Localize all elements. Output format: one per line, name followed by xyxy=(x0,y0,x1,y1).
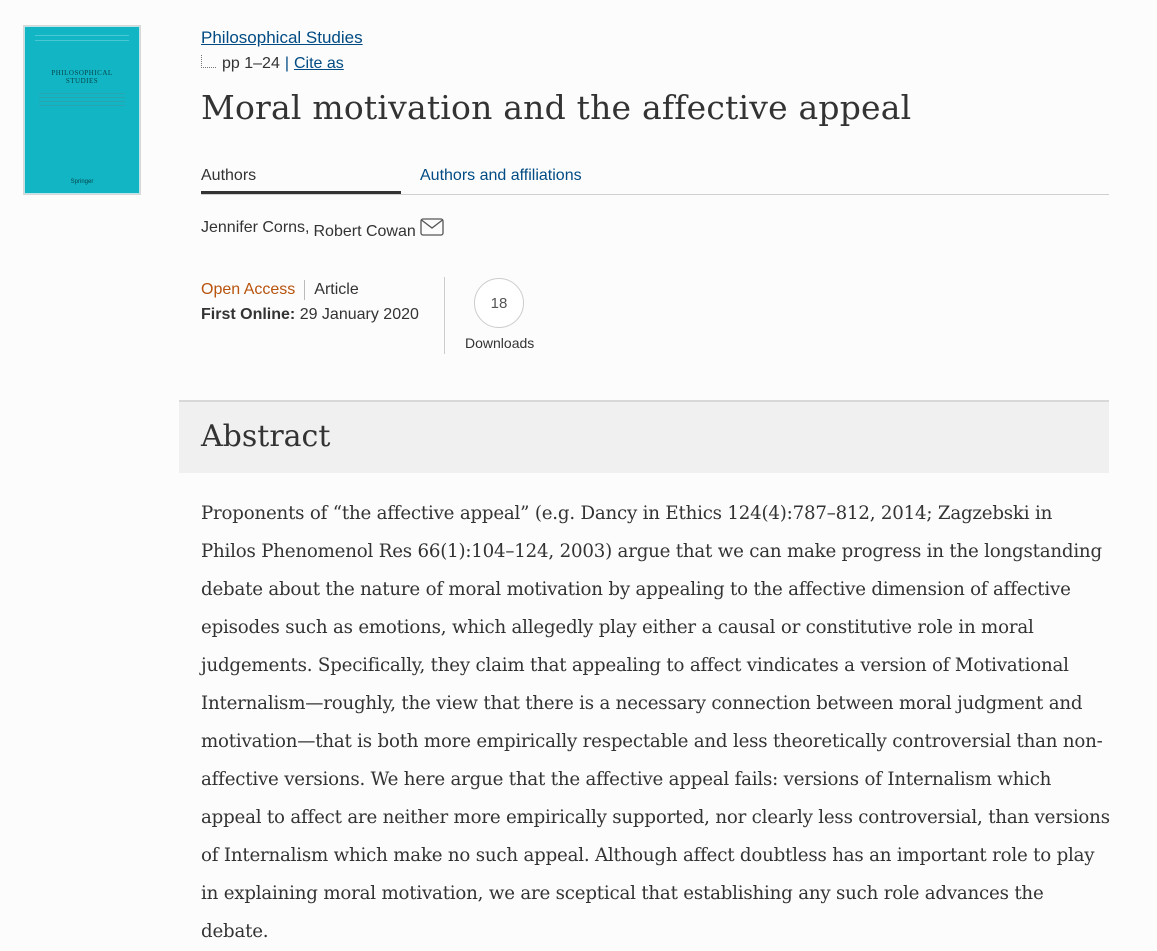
page-range: pp 1–24 xyxy=(222,55,280,72)
cover-rule xyxy=(35,35,129,41)
downloads-count: 18 xyxy=(474,278,524,328)
authors-list xyxy=(201,214,444,240)
cover-publisher: Springer xyxy=(70,179,94,185)
author-jennifer-corns[interactable]: Jennifer Corns, xyxy=(201,219,310,236)
author-robert-cowan[interactable]: Robert Cowan xyxy=(313,223,416,240)
pages-row xyxy=(201,55,344,73)
article-meta xyxy=(201,279,419,324)
cover-title xyxy=(25,69,139,85)
tab-authors[interactable]: Authors xyxy=(201,165,401,194)
journal-title-link[interactable]: Philosophical Studies xyxy=(201,28,363,47)
cover-title-line2: STUDIES xyxy=(65,77,99,85)
abstract-section-header xyxy=(179,400,1109,473)
meta-divider xyxy=(304,280,305,300)
author-tabs xyxy=(201,165,1109,195)
abstract-heading: Abstract xyxy=(201,419,331,454)
article-title: Moral motivation and the affective appeal xyxy=(201,88,912,127)
cite-as-link[interactable]: Cite as xyxy=(294,55,344,72)
journal-cover-image[interactable] xyxy=(24,26,140,194)
abstract-text: Proponents of “the affective appeal” (e.g. Dancy in Ethics 124(4):787–812, 2014; Zagzebski in Philos Phenomenol Res 66(1):104–124, 2003) argue that we can make progress in the longstanding debate about the nature of moral motivation by appealing to the affective dimension of affective episodes such as emotions, which allegedly play either a causal or constitutive role in moral judgements. Specifically, they claim that appealing to affect vindicates a version of Motivational Internalism—roughly, the view that there is a necessary connection between moral judgment and motivation—that is both more empirically respectable and less theoretically controversial than non-affective versions. We here argue that the affective appeal fails: versions of Internalism which appeal to affect are neither more empirically supported, nor clearly less controversial, than versions of Internalism which make no such appeal. Although affect doubtless has an important role to play in explaining moral motivation, we are sceptical that establishing any such role advances the debate. xyxy=(201,503,1110,942)
tab-authors-and-affiliations[interactable]: Authors and affiliations xyxy=(420,167,582,184)
open-access-badge: Open Access xyxy=(201,281,296,298)
metrics-divider xyxy=(444,277,445,354)
tree-connector-icon xyxy=(201,55,216,68)
first-online-label: First Online: xyxy=(201,306,296,323)
email-envelope-icon[interactable] xyxy=(420,218,444,241)
cover-title-line1: PHILOSOPHICAL xyxy=(51,69,113,77)
downloads-label: Downloads xyxy=(465,335,535,351)
article-type: Article xyxy=(314,281,359,298)
pages-separator: | xyxy=(284,55,289,72)
first-online-date: 29 January 2020 xyxy=(299,306,419,323)
cover-text-lines xyxy=(39,93,125,109)
